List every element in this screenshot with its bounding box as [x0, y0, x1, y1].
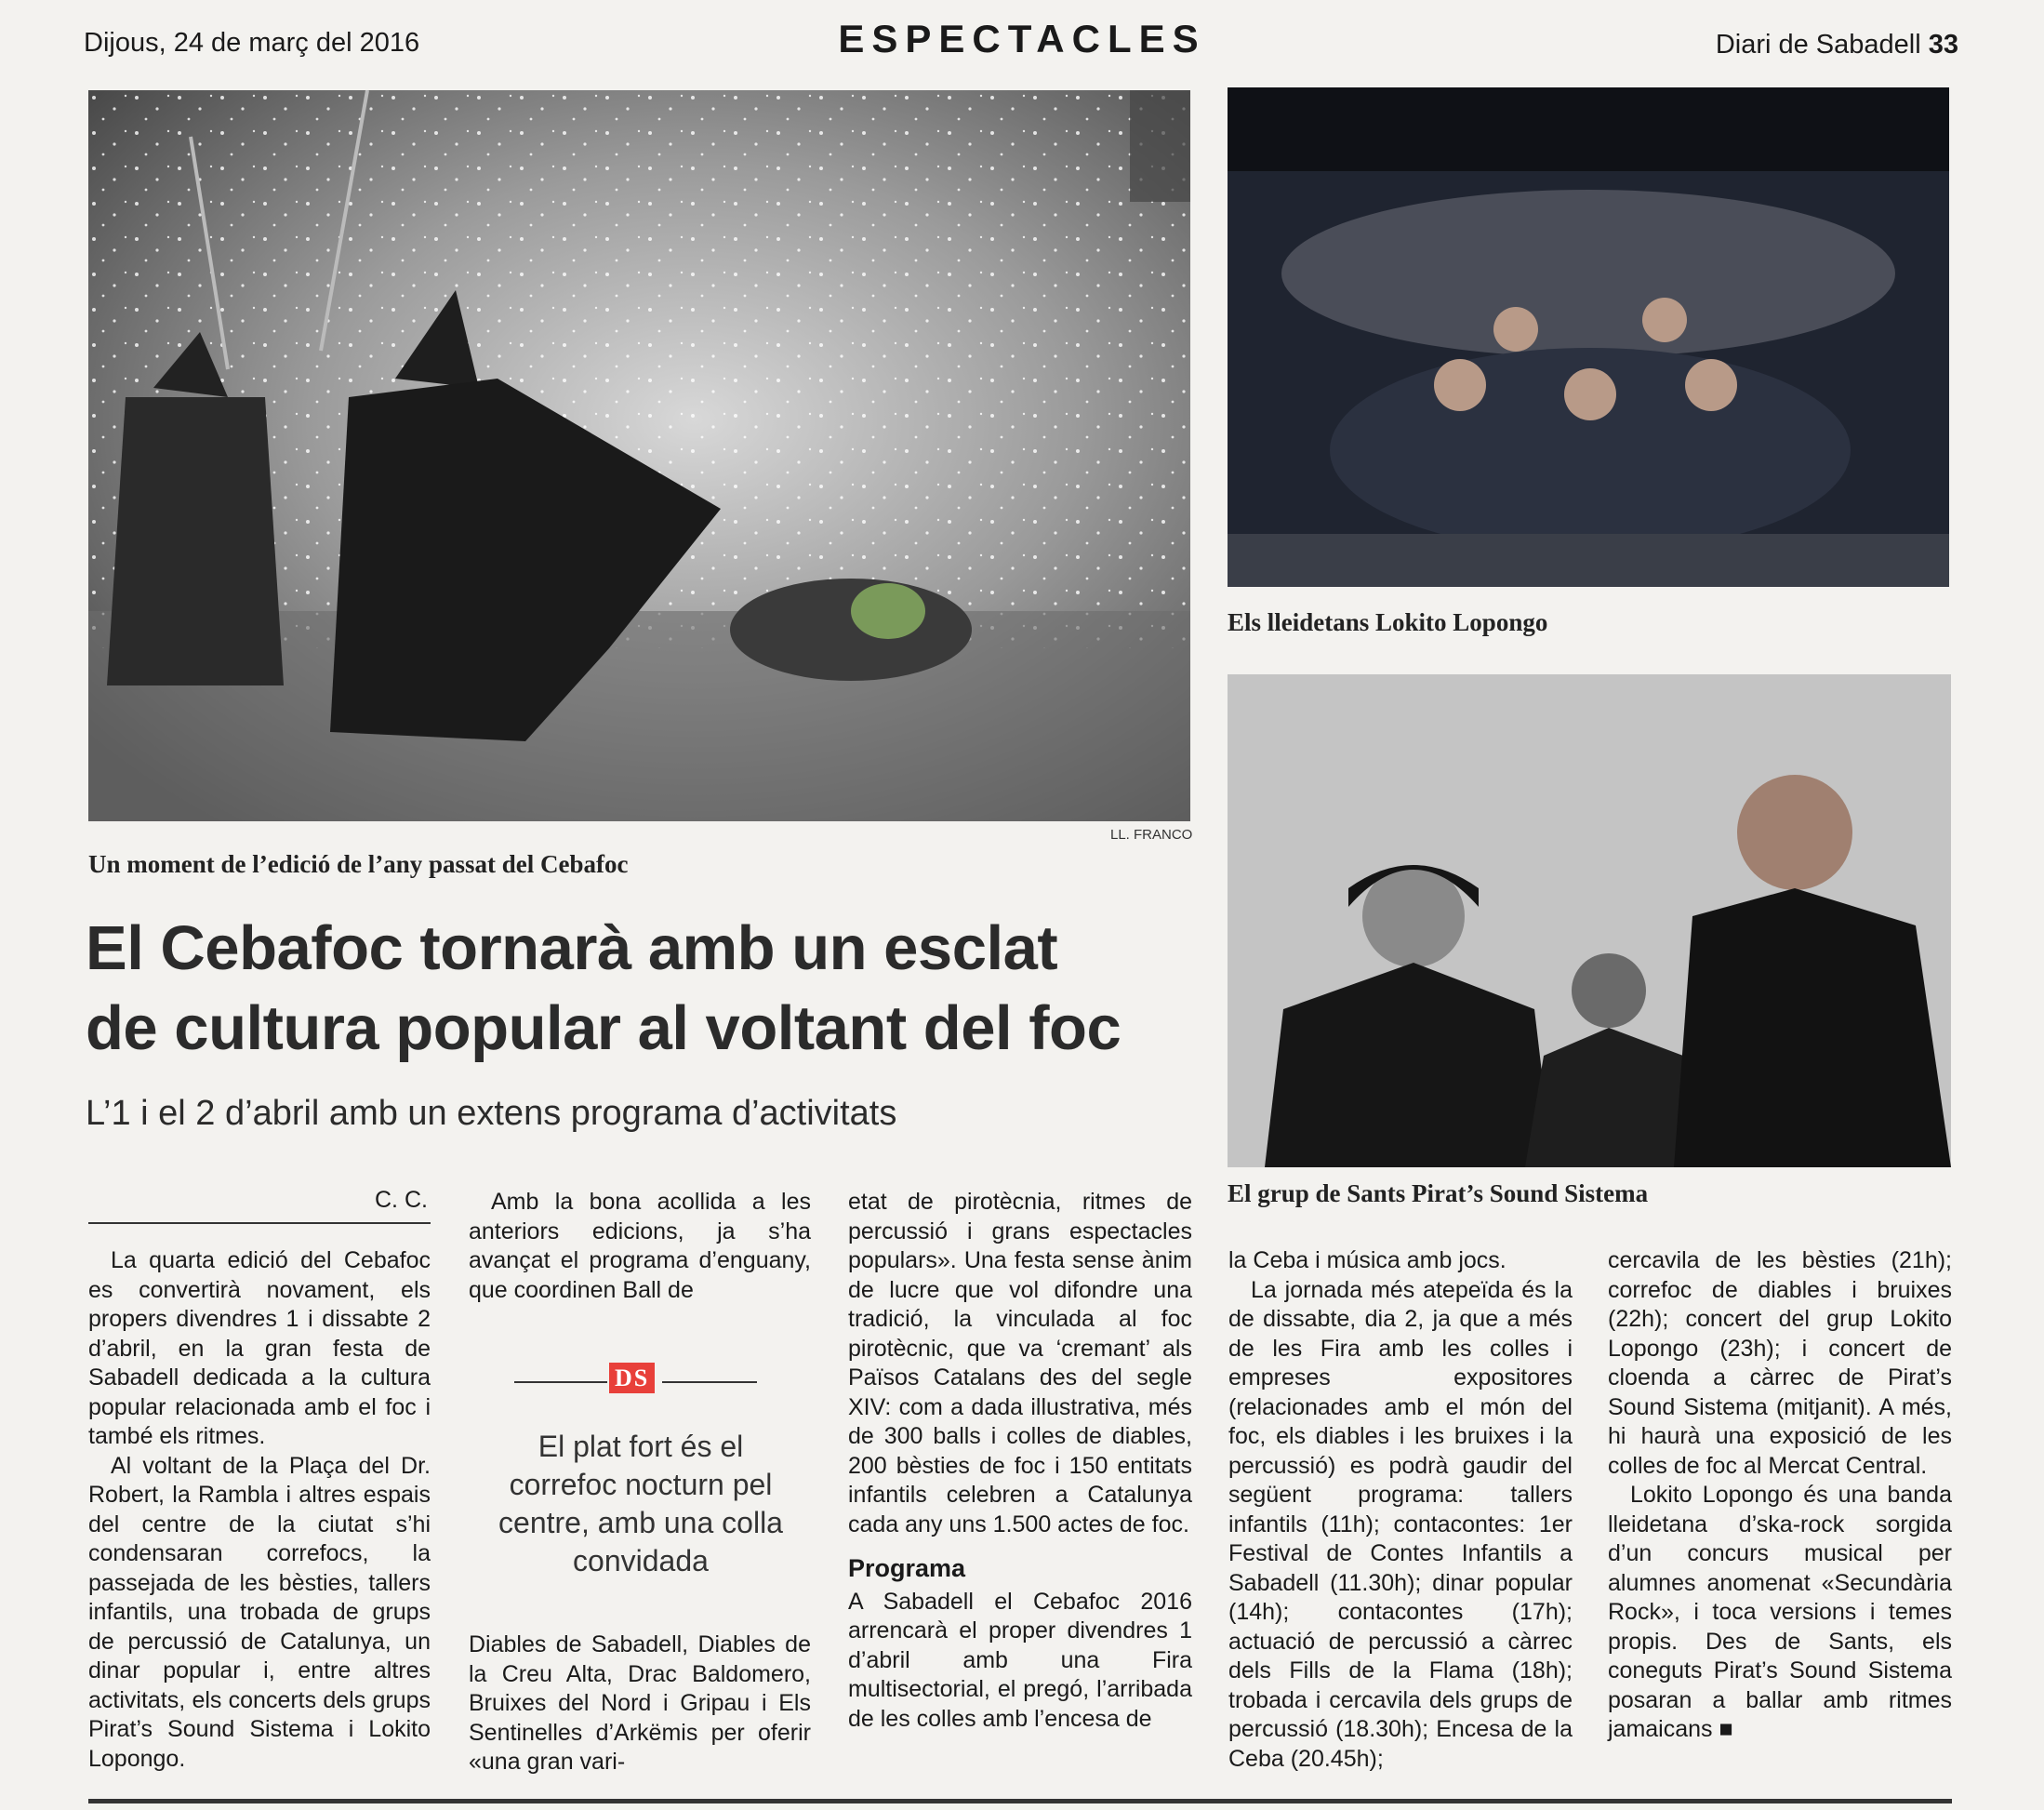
section-title: ESPECTACLES [838, 17, 1206, 60]
main-photo-caption: Un moment de l’edició de l’any passat del Cebafoc [88, 850, 629, 878]
paragraph: Lokito Lopongo és una banda lleidetana d’ska-rock sorgida d’un concurs musical per alumnes anomenat «Secundària Rock», i toca versions i temes propis. Des de Sants, els coneguts Pirat’s Sound Sistema posaran a ballar amb ritmes jamaicans ■ [1608, 1482, 1952, 1742]
paper-name-page [1716, 30, 1958, 60]
ds-logo [609, 1364, 655, 1392]
pirats-sound-sistema-photo [1228, 674, 1951, 1167]
article-column-1 [88, 1246, 431, 1774]
article-column-2-cont [469, 1630, 811, 1777]
article-column-4 [1228, 1246, 1573, 1774]
lokito-lopongo-photo [1228, 87, 1949, 587]
pirats-caption: El grup de Sants Pirat’s Sound Sistema [1228, 1179, 1649, 1207]
article-column-2 [469, 1188, 811, 1305]
article-column-3 [848, 1188, 1192, 1734]
page-number: 33 [1928, 30, 1958, 60]
headline-line-2: de cultura popular al voltant del foc [86, 993, 1122, 1063]
paragraph: etat de pirotècnia, ritmes de percussió i grans espectacles populars». Una festa sense ànim de lucre que vol difondre una tradició, la vinculada al foc pirotècnic, que va ‘cremant’ als Països Catalans des del segle XIV: com a dada illustrativa, més de 300 balls i colles de diables, 200 bèsties de foc i 150 entitats infantils celebren a Catalunya cada any uns 1.500 actes de foc. [848, 1189, 1192, 1537]
section-subhead: Programa [848, 1554, 966, 1582]
paragraph: la Ceba i música amb jocs. [1228, 1247, 1506, 1273]
issue-date: Dijous, 24 de març del 2016 [84, 28, 420, 58]
byline-rule [88, 1222, 431, 1224]
main-photo [88, 90, 1190, 821]
pullquote-rule-right [662, 1381, 757, 1383]
paper-name: Diari de Sabadell [1715, 30, 1921, 60]
band-portrait-image [1228, 674, 1951, 1167]
band-crowd-image [1228, 87, 1949, 587]
paragraph: Amb la bona acollida a les anteriors edicions, ja s’ha avançat el programa d’enguany, que coordinen Ball de [469, 1189, 811, 1303]
headline-line-1: El Cebafoc tornarà amb un esclat [86, 913, 1058, 983]
paragraph: La quarta edició del Cebafoc es convertirà novament, els propers divendres 1 i dissabte 2 d’abril, en la gran festa de Sabadell dedicada a la cultura popular relacionada amb el foc i també els ritmes. [88, 1247, 431, 1449]
subheadline: L’1 i el 2 d’abril amb un extens programa d’activitats [86, 1094, 897, 1133]
lokito-lopongo-caption: Els lleidetans Lokito Lopongo [1228, 608, 1548, 636]
page-bottom-rule [88, 1799, 1952, 1803]
pullquote-rule-left [514, 1381, 607, 1383]
headline [86, 909, 1201, 1069]
correfoc-scene-image [88, 90, 1190, 821]
paragraph: A Sabadell el Cebafoc 2016 arrencarà el proper divendres 1 d’abril amb una Fira multisectorial, el pregó, l’arribada de les colles amb l’encesa de [848, 1588, 1192, 1732]
byline: C. C. [375, 1187, 428, 1213]
paragraph: cercavila de les bèsties (21h); correfoc de diables i bruixes (22h); concert del grup Lokito Lopongo (23h); i concert de cloenda a càrrec de Pirat’s Sound Sistema (mitjanit). A més, hi haurà una exposició de les colles de foc al Mercat Central. [1608, 1247, 1952, 1479]
ds-logo-text: DS [609, 1363, 655, 1393]
pullquote: El plat fort és el correfoc nocturn pel centre, amb una colla convidada [498, 1430, 783, 1577]
main-photo-credit: LL. FRANCO [1110, 827, 1193, 843]
paragraph: La jornada més atepeïda és la de dissabte, dia 2, ja que a més de les Fira amb les colles i empreses expositores (relacionades amb el món del foc, els diables i les bruixes i la percussió) es podrà gaudir del següent programa: tallers infantils (11h); contacontes: 1er Festival de Contes Infantils a Sabadell (11.30h); dinar popular (14h); contacontes (17h); actuació de percussió a càrrec dels Fills de la Flama (18h); trobada i cercavila dels grups de percussió (18.30h); Encesa de la Ceba (20.45h); [1228, 1276, 1573, 1772]
article-column-5 [1608, 1246, 1952, 1745]
paragraph: Al voltant de la Plaça del Dr. Robert, la Rambla i altres espais del centre de la ciutat s’hi condensaran correfocs, la passejada de les bèsties, tallers infantils, una trobada de grups de percussió de Catalunya, un dinar popular i, entre altres activitats, els concerts dels grups Pirat’s Sound Sistema i Lokito Lopongo. [88, 1452, 431, 1772]
paragraph: Diables de Sabadell, Diables de la Creu Alta, Drac Baldomero, Bruixes del Nord i Gripau i Els Sentinelles d’Arkëmis per oferir «una gran vari- [469, 1631, 811, 1775]
